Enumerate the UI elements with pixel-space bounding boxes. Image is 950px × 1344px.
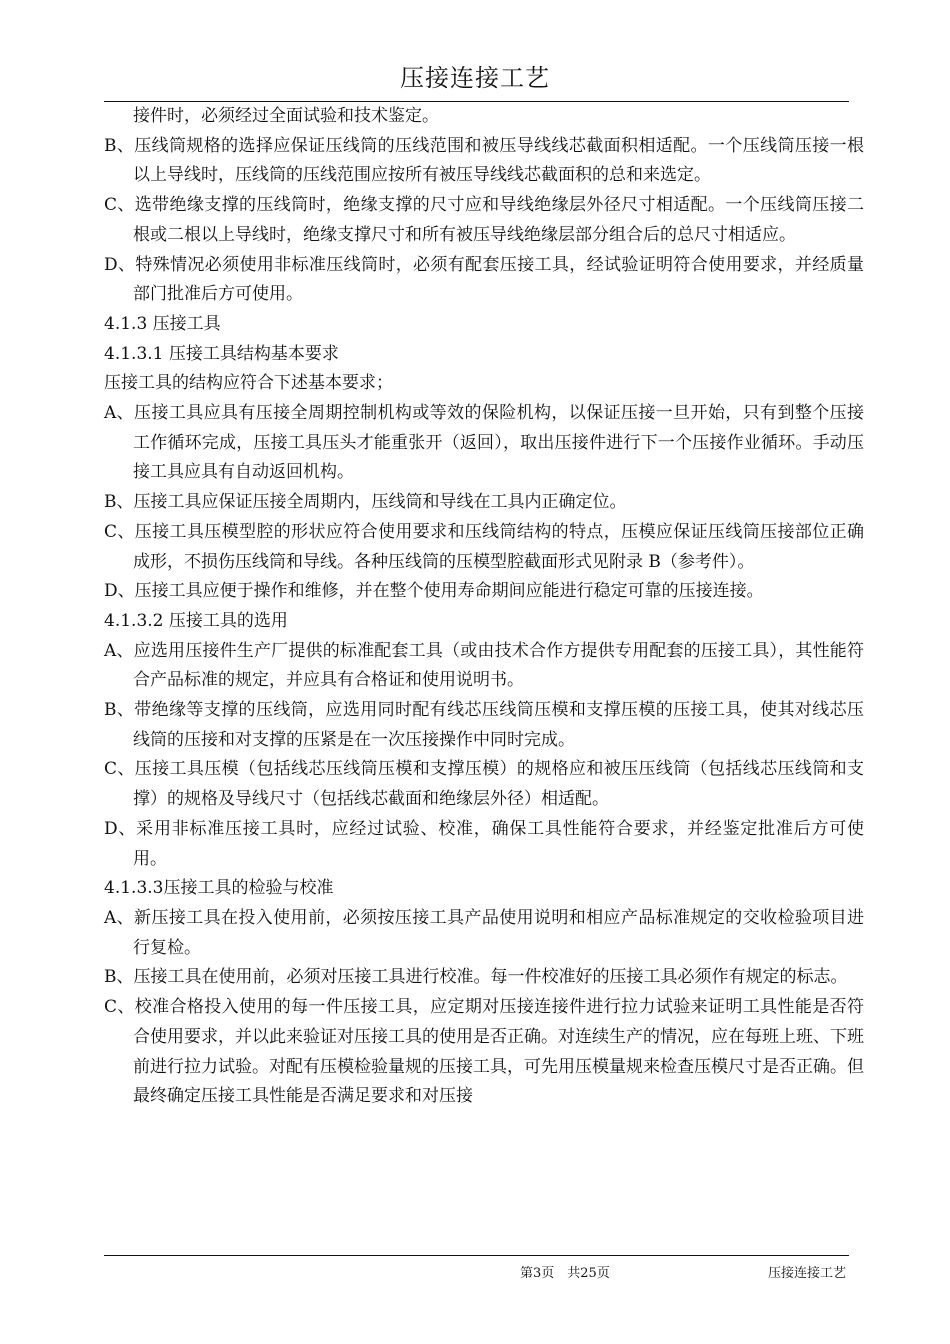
- paragraph: B、带绝缘等支撑的压线筒，应选用同时配有线芯压线筒压模和支撑压模的压接工具，使其对线芯压线筒的压接和对支撑的压紧是在一次压接操作中同时完成。: [104, 700, 864, 750]
- paragraph: C、压接工具压模型腔的形状应符合使用要求和压线筒结构的特点，压模应保证压线筒压接部位正确成形，不损伤压线筒和导线。各种压线筒的压模型腔截面形式见附录 B（参考件）。: [104, 521, 864, 572]
- paragraph: D、压接工具应便于操作和维修，并在整个使用寿命期间应能进行稳定可靠的压接连接。: [104, 581, 764, 602]
- paragraph: C、压接工具压模（包括线芯压线筒压模和支撑压模）的规格应和被压压线筒（包括线芯压线筒和支撑）的规格及导线尺寸（包括线芯截面和绝缘层外径）相适配。: [104, 759, 864, 810]
- section-heading: 4.1.3 压接工具: [104, 313, 221, 334]
- paragraph: D、采用非标准压接工具时，应经过试验、校准，确保工具性能符合要求，并经鉴定批准后方可使用。: [104, 818, 864, 869]
- footer-title: 压接连接工艺: [767, 1266, 846, 1281]
- paragraph: B、压线筒规格的选择应保证压线筒的压线范围和被压导线线芯截面积相适配。一个压线筒压接一根以上导线时，压线筒的压线范围应按所有被压导线线芯截面积的总和来选定。: [104, 135, 864, 186]
- document-body: [104, 102, 864, 1112]
- paragraph: B、压接工具应保证压接全周期内，压线筒和导线在工具内正确定位。: [104, 492, 627, 513]
- paragraph: D、特殊情况必须使用非标准压线筒时，必须有配套压接工具，经试验证明符合使用要求，并经质量部门批准后方可使用。: [104, 254, 864, 305]
- paragraph: A、新压接工具在投入使用前，必须按压接工具产品使用说明和相应产品标准规定的交收检验项目进行复检。: [104, 907, 864, 958]
- paragraph: A、应选用压接件生产厂提供的标准配套工具（或由技术合作方提供专用配套的压接工具），其性能符合产品标准的规定，并应具有合格证和使用说明书。: [104, 640, 864, 691]
- paragraph: C、校准合格投入使用的每一件压接工具，应定期对压接连接件进行拉力试验来证明工具性能是否符合使用要求，并以此来验证对压接工具的使用是否正确。对连续生产的情况，应在每班上班、下班前进行拉力试验。对配有压模检验量规的压接工具，可先用压模量规来检查压模尺寸是否正确。但最终确定压接工具性能是否满足要求和对压接: [104, 997, 864, 1107]
- section-heading: 4.1.3.1 压接工具结构基本要求: [104, 343, 339, 364]
- footer-divider: [104, 1255, 849, 1256]
- paragraph: A、压接工具应具有压接全周期控制机构或等效的保险机构，以保证压接一旦开始，只有到整个压接工作循环完成，压接工具压头才能重张开（返回），取出压接件进行下一个压接作业循环。手动压接工具应具有自动返回机构。: [104, 403, 864, 483]
- paragraph: B、压接工具在使用前，必须对压接工具进行校准。每一件校准好的压接工具必须作有规定的标志。: [104, 967, 848, 988]
- page-header-title: 压接连接工艺: [400, 64, 550, 92]
- section-heading: 4.1.3.2 压接工具的选用: [104, 610, 288, 631]
- paragraph: 压接工具的结构应符合下述基本要求；: [104, 373, 393, 394]
- section-heading: 4.1.3.3压接工具的检验与校准: [104, 878, 334, 899]
- paragraph: C、选带绝缘支撑的压线筒时，绝缘支撑的尺寸应和导线绝缘层外径尺寸相适配。一个压线筒压接二根或二根以上导线时，绝缘支撑尺寸和所有被压导线绝缘层部分组合后的总尺寸相适应。: [104, 195, 864, 245]
- paragraph: 接件时，必须经过全面试验和技术鉴定。: [133, 106, 439, 126]
- footer-page-number: 第3页 共25页: [520, 1266, 610, 1281]
